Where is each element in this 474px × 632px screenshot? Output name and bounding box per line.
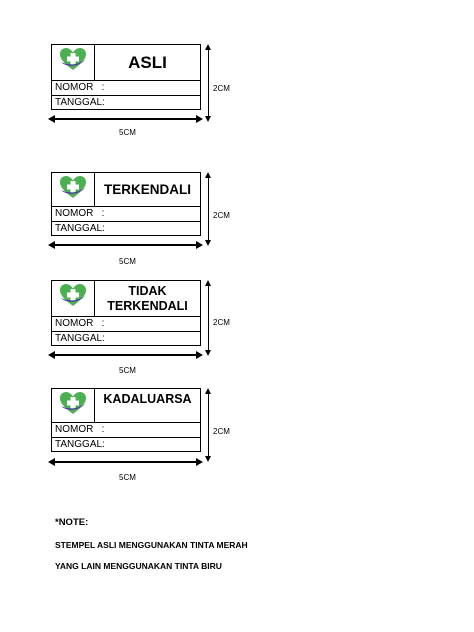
stamp-title-line2: TERKENDALI: [107, 298, 188, 313]
heart-cross-logo-icon: [52, 45, 95, 80]
width-dimension-line: [53, 118, 197, 120]
arrow-right-icon: [196, 458, 203, 466]
heart-cross-logo-icon: [52, 281, 95, 316]
height-dimension-line: [208, 284, 209, 352]
height-label: 2CM: [213, 211, 230, 220]
nomor-row: NOMOR :: [55, 318, 105, 329]
heart-cross-logo-icon: [52, 173, 95, 206]
arrow-down-icon: [205, 116, 211, 122]
width-label: 5CM: [119, 473, 136, 482]
note-line-1: STEMPEL ASLI MENGGUNAKAN TINTA MERAH: [55, 540, 248, 550]
stamp-title-line1: TIDAK: [128, 284, 167, 299]
width-label: 5CM: [119, 257, 136, 266]
width-dimension-line: [53, 354, 197, 356]
arrow-right-icon: [196, 241, 203, 249]
tanggal-row: TANGGAL:: [52, 221, 200, 235]
tanggal-row: TANGGAL:: [52, 331, 200, 345]
stamp-tidak-terkendali: [51, 280, 201, 346]
height-dimension-line: [208, 48, 209, 118]
note-line-2: YANG LAIN MENGGUNAKAN TINTA BIRU: [55, 561, 222, 571]
note-heading: *NOTE:: [55, 517, 89, 528]
width-dimension-line: [53, 461, 197, 463]
height-dimension-line: [208, 176, 209, 242]
arrow-down-icon: [205, 350, 211, 356]
arrow-down-icon: [205, 456, 211, 462]
arrow-right-icon: [196, 351, 203, 359]
height-label: 2CM: [213, 84, 230, 93]
nomor-row: NOMOR :: [55, 208, 105, 219]
height-dimension-line: [208, 392, 209, 458]
width-dimension-line: [53, 244, 197, 246]
width-label: 5CM: [119, 366, 136, 375]
width-label: 5CM: [119, 128, 136, 137]
height-label: 2CM: [213, 427, 230, 436]
height-label: 2CM: [213, 318, 230, 327]
tanggal-row: TANGGAL:: [52, 437, 200, 451]
stamp-title: ASLI: [128, 52, 167, 72]
stamp-title: KADALUARSA: [103, 392, 192, 406]
stamp-kadaluarsa: [51, 388, 201, 452]
stamp-title: [95, 281, 200, 316]
nomor-row: NOMOR :: [55, 424, 105, 435]
stamp-terkendali: [51, 172, 201, 236]
tanggal-row: TANGGAL:: [52, 95, 200, 109]
arrow-right-icon: [196, 115, 203, 123]
heart-cross-logo-icon: [52, 389, 95, 422]
stamp-title: TERKENDALI: [104, 181, 191, 197]
stamp-asli: [51, 44, 201, 110]
nomor-row: NOMOR :: [55, 82, 105, 93]
arrow-down-icon: [205, 240, 211, 246]
